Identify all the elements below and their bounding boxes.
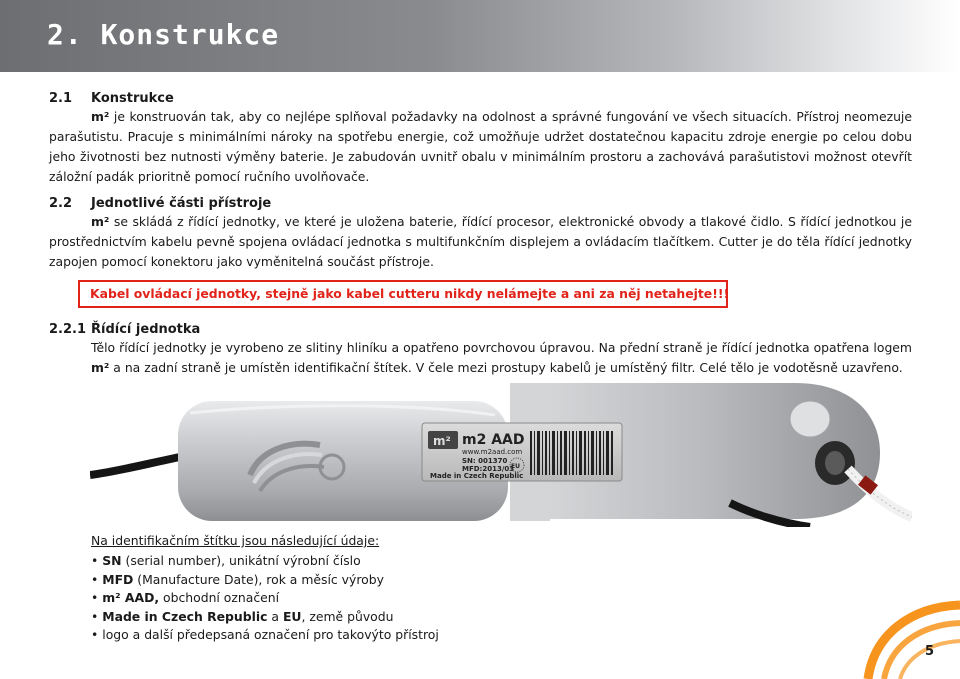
section-2-2-text xyxy=(49,212,912,272)
page-number: 5 xyxy=(925,644,935,659)
section-2-1-text xyxy=(49,107,912,187)
brand-m2: m² xyxy=(91,360,110,375)
label-sn: SN: 001370 xyxy=(462,457,508,465)
product-photo xyxy=(90,383,912,527)
identification-label xyxy=(422,423,622,481)
page-title: 2. Konstrukce xyxy=(47,18,280,51)
label-eu: EU xyxy=(511,463,520,470)
label-mfd: MFD:2013/03 xyxy=(462,465,515,473)
label-model: m2 AAD xyxy=(462,432,525,448)
left-cable xyxy=(90,457,180,475)
warning-box: Kabel ovládací jednotky, stejně jako kabel cutteru nikdy nelámejte a ani za něj netahejte!!! xyxy=(78,280,728,308)
section-number-2-2: 2.2 xyxy=(49,196,73,211)
brand-m2: m² xyxy=(91,109,110,124)
list-item: • SN (serial number), unikátní výrobní číslo xyxy=(91,552,439,571)
list-item: • logo a další předepsaná označení pro takovýto přístroj xyxy=(91,626,439,645)
control-unit-illustration xyxy=(90,383,912,527)
section-2-2-body: se skládá z řídící jednotky, ve které je uložena baterie, řídící procesor, elektronické obvody a tlakové čidlo. S řídící jednotkou je prostřednictvím kabelu pevně spojena ovládací jednotka s multifunkčním displejem a ovládacím tlačítkem. Cutter je do těla řídící jednotky zapojen pomocí konektoru jako vyměnitelná součást přístroje. xyxy=(49,214,912,269)
corner-swirl-decoration xyxy=(860,595,960,679)
section-number-2-1: 2.1 xyxy=(49,91,73,106)
section-title-2-2: Jednotlivé části přístroje xyxy=(91,196,272,211)
header-bar xyxy=(0,0,960,72)
list-item: • m² AAD, obchodní označení xyxy=(91,589,439,608)
filter xyxy=(790,401,830,437)
list-item: • Made in Czech Republic a EU, země původu xyxy=(91,608,439,627)
identification-intro: Na identifikačním štítku jsou následující údaje: xyxy=(91,533,380,548)
section-title-2-1: Konstrukce xyxy=(91,91,174,106)
section-number-2-2-1: 2.2.1 xyxy=(49,322,87,337)
label-logo: m² xyxy=(433,434,451,448)
section-2-1-body: je konstruován tak, aby co nejlépe splňoval požadavky na odolnost a správné fungování ve všech situacích. Přístroj neomezuje parašutistu. Pracuje s minimálními nároky na spotřebu energie, což umožňuje udržet dostatečnou kapacitu zdroje energie po celou dobu jeho životnosti bez nutnosti výměny baterie. Je zabudován uvnitř obalu v minimálním prostoru a zachovává parašutistovi možnost otevřít záložní padák prioritně pomocí ručního uvolňovače. xyxy=(49,109,912,184)
label-origin: Made in Czech Republic xyxy=(430,472,524,480)
section-title-2-2-1: Řídící jednotka xyxy=(91,322,201,337)
section-2-2-1-body-a: Tělo řídící jednotky je vyrobeno ze slitiny hliníku a opatřeno povrchovou úpravou. Na přední straně je řídící jednotka opatřena logem xyxy=(91,340,912,355)
brand-m2: m² xyxy=(91,214,110,229)
section-2-2-1-text xyxy=(91,338,912,378)
label-url: www.m2aad.com xyxy=(462,448,523,456)
section-2-2-1-body-b: a na zadní straně je umístěn identifikační štítek. V čele mezi prostupy kabelů je umístěný filtr. Celé tělo je vodotěsně uzavřeno. xyxy=(113,360,903,375)
identification-list xyxy=(91,552,439,645)
list-item: • MFD (Manufacture Date), rok a měsíc výroby xyxy=(91,571,439,590)
